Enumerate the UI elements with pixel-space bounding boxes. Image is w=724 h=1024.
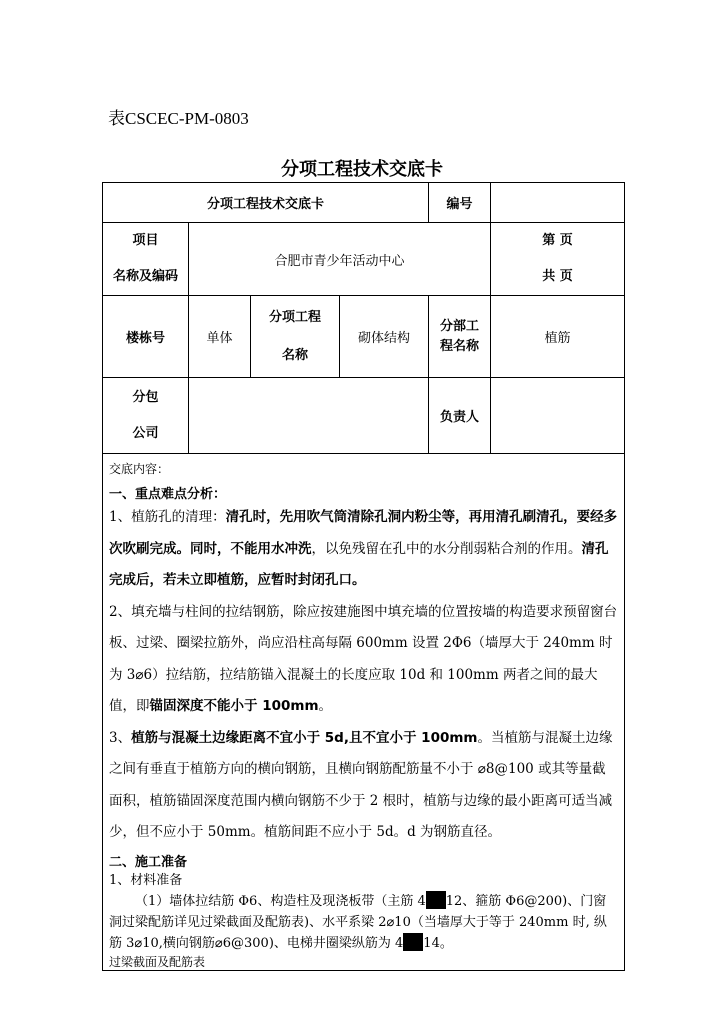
project-label-line1: 项目 — [132, 233, 159, 248]
paragraph-materials — [109, 891, 618, 954]
lintel-table-caption: 过梁截面及配筋表 — [109, 954, 206, 969]
total-pages-label: 共 页 — [542, 269, 573, 284]
mat-text-2: 12、箍筋 Φ6@200)、门窗洞过梁配筋详见过梁截面及配筋表)、水平系梁 2⌀10（当墙厚大于等于 240mm 时, 纵筋 3⌀10,横向钢筋⌀6@300)、电梯井圈梁纵筋为 4 — [109, 893, 607, 951]
subcontract-label — [103, 378, 189, 454]
sub-item-label-line1: 分项工程 — [268, 309, 321, 325]
p3-prefix: 3、 — [109, 729, 132, 746]
disclosure-content — [103, 454, 625, 971]
responsible-value — [491, 378, 625, 454]
subcontract-value — [189, 378, 429, 454]
project-name: 合肥市青少年活动中心 — [189, 223, 491, 296]
section-key-points-title: 一、重点难点分析： — [109, 487, 227, 502]
p3-text: 。当植筋与混凝土边缘之间有垂直于植筋方向的横向钢筋，且横向钢筋配筋量不小于 ⌀8@100 或其等量截面积，植筋锚固深度范围内横向钢筋不少于 2 根时，植筋与边缘的最小距离可适当减少，但不应小于 50mm。植筋间距不应小于 5d。d 为钢筋直径。 — [109, 729, 613, 840]
division-label-line2: 程名称 — [440, 338, 480, 354]
p1-bold-2: 清孔完成后，若未立即植筋，应暂时封闭孔口。 — [109, 540, 609, 588]
page-title: 分项工程技术交底卡 — [281, 159, 443, 180]
sub-item-label-line2: 名称 — [281, 347, 308, 363]
p2-end: 。 — [318, 698, 333, 714]
project-label — [103, 223, 189, 296]
number-value — [491, 183, 625, 223]
division-value: 植筋 — [491, 296, 625, 378]
building-label: 楼栋号 — [103, 296, 189, 378]
division-label — [429, 296, 491, 378]
responsible-label: 负责人 — [429, 378, 491, 454]
division-label-line1: 分部工 — [440, 318, 480, 334]
subcontract-label-line2: 公司 — [132, 425, 159, 441]
paragraph-tie-bars — [109, 597, 618, 723]
sub-item-value: 砌体结构 — [340, 296, 429, 378]
section-preparation-title: 二、施工准备 — [109, 854, 188, 870]
paragraph-edge-distance — [109, 723, 618, 849]
p2-text: 2、填充墙与柱间的拉结钢筋，除应按建施图中填充墙的位置按墙的构造要求预留窗台板、过梁、圈梁拉筋外，尚应沿柱高每隔 600mm 设置 2Φ6（墙厚大于 240mm 时为 3⌀6）拉结筋，拉结筋锚入混凝土的长度应取 10d 和 100mm 两者之间的最大值，即 — [109, 603, 618, 714]
p2-bold: 锚固深度不能小于 100mm — [149, 698, 319, 714]
disclosure-card-table — [102, 182, 625, 971]
mat-text-3: 14。 — [423, 935, 453, 951]
p3-bold: 植筋与混凝土边缘距离不宜小于 5d,且不宜小于 100mm — [131, 729, 478, 746]
mat-text-1: （1）墙体拉结筋 Φ6、构造柱及现浇板带（主筋 4 — [135, 893, 426, 909]
sub-item-label — [251, 296, 340, 378]
paragraph-hole-cleaning — [109, 502, 618, 597]
number-label: 编号 — [429, 183, 491, 223]
card-title: 分项工程技术交底卡 — [103, 183, 429, 223]
subcontract-label-line1: 分包 — [132, 389, 159, 405]
material-prep-title: 1、材料准备 — [109, 872, 183, 888]
p1-prefix: 1、植筋孔的清理： — [109, 509, 226, 525]
project-label-line2: 名称及编码 — [112, 269, 178, 284]
redaction-block — [426, 891, 446, 909]
page-number-label: 第 页 — [542, 233, 573, 248]
content-label: 交底内容： — [109, 462, 170, 476]
redaction-block — [403, 933, 423, 951]
p1-normal: ，以免残留在孔中的水分削弱粘合剂的作用。 — [311, 540, 582, 557]
form-code: 表CSCEC-PM-0803 — [108, 109, 249, 128]
page-count-cell — [491, 223, 625, 296]
p1-bold-1: 清孔时，先用吹气筒清除孔洞内粉尘等，再用清孔刷清孔，要经多次吹刷完成。同时，不能用水冲洗 — [109, 509, 618, 557]
building-value: 单体 — [189, 296, 251, 378]
